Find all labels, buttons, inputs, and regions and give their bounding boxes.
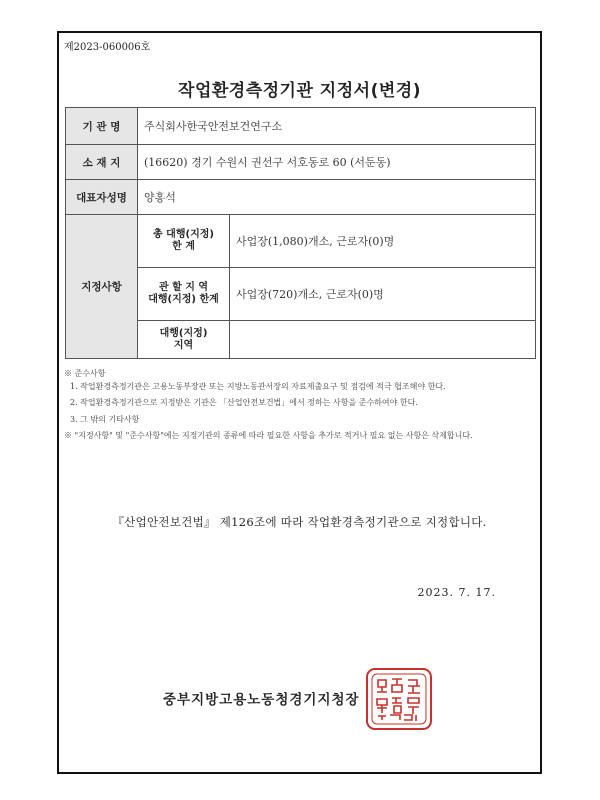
- jurisdiction-limit-value: 사업장(720)개소, 근로자(0)명: [230, 268, 536, 321]
- issuer-name: 중부지방고용노동청경기지청장: [163, 692, 360, 708]
- note-item-1: 1. 작업환경측정기관은 고용노동부장관 또는 지방노동관서장의 자료제출요구 및 점검에 적극 협조해야 한다.: [70, 381, 446, 391]
- address-value: (16620) 경기 수원시 권선구 서호동로 60 (서둔동): [138, 145, 536, 180]
- representative-value: 양홍석: [138, 180, 536, 215]
- notes-header: ※ 준수사항: [64, 369, 106, 378]
- address-label: 소 재 지: [66, 145, 138, 180]
- note-item-3: 3. 그 밖의 기타사항: [70, 414, 140, 424]
- jurisdiction-label-line1: 관 할 지 역: [158, 282, 209, 293]
- designation-statement: 『산업안전보건법』 제126조에 따라 작업환경측정기관으로 지정합니다.: [112, 515, 487, 529]
- table-row: [66, 180, 536, 215]
- table-row: [66, 108, 536, 145]
- total-limit-label-line1: 총 대행(지정): [153, 229, 214, 240]
- institution-label: 기 관 명: [66, 108, 138, 145]
- institution-value: 주식회사한국안전보건연구소: [138, 108, 536, 145]
- representative-label: 대표자성명: [66, 180, 138, 215]
- document-title: 작업환경측정기관 지정서(변경): [178, 81, 421, 101]
- seal-glyphs: [377, 679, 420, 721]
- designated-area-value: [230, 321, 536, 359]
- area-label-line1: 대행(지정): [159, 327, 208, 339]
- designated-area-label: [138, 321, 230, 359]
- total-limit-value: 사업장(1,080)개소, 근로자(0)명: [230, 215, 536, 268]
- note-item-2: 2. 작업환경측정기관으로 지정받은 기관은 「산업안전보건법」에서 정하는 사항을 준수하여야 한다.: [70, 398, 418, 407]
- total-limit-label-line2: 한 계: [172, 241, 195, 252]
- notes-remark: ※ "지정사항" 및 "준수사항"에는 지정기관의 종류에 따라 필요한 사항을 추가로 적거나 필요 없는 사항은 삭제합니다.: [64, 431, 473, 440]
- info-table: [65, 107, 536, 359]
- jurisdiction-label-line2: 대행(지정) 한계: [148, 294, 219, 305]
- designation-label: 지정사항: [66, 215, 138, 359]
- document-number: 제2023-060006호: [64, 42, 151, 53]
- official-seal: [364, 666, 434, 732]
- total-limit-label: [138, 215, 230, 268]
- table-row: [66, 145, 536, 180]
- issue-date: 2023. 7. 17.: [417, 586, 496, 599]
- area-label-line2: 지역: [173, 339, 194, 351]
- jurisdiction-limit-label: [138, 268, 230, 321]
- table-row: [66, 215, 536, 268]
- compliance-notes: [64, 368, 536, 447]
